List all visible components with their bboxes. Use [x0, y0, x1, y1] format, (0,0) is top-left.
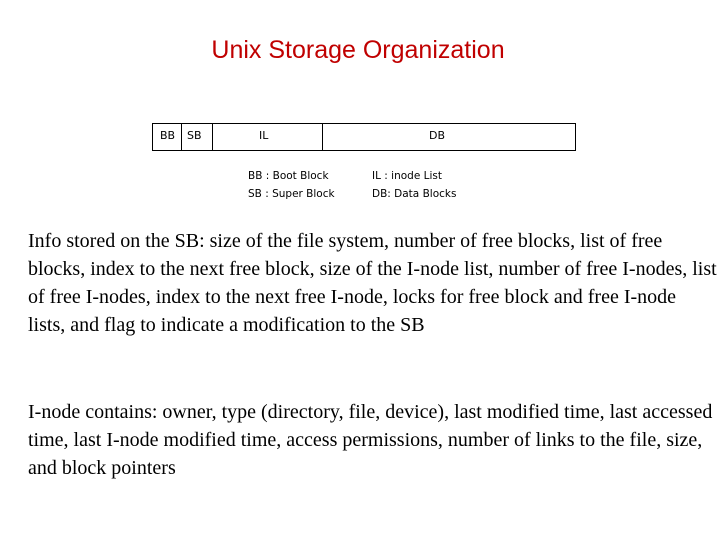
slide-title: Unix Storage Organization [211, 36, 505, 64]
segment-label-bb: BB [160, 129, 176, 142]
segment-label-il: IL [259, 129, 269, 142]
segment-data-blocks [323, 124, 575, 150]
segment-super-block [182, 124, 213, 150]
legend-db: DB: Data Blocks [372, 188, 457, 200]
legend-sb: SB : Super Block [248, 188, 335, 200]
segment-label-db: DB [429, 129, 446, 142]
segment-boot-block [153, 124, 182, 150]
legend-bb: BB : Boot Block [248, 170, 329, 182]
legend-il: IL : inode List [372, 170, 442, 182]
segment-inode-list [213, 124, 323, 150]
inode-info-paragraph: I-node contains: owner, type (directory, file, device), last modified time, last accessed time, last I-node modified time, access permissions, number of links to the file, size, and block pointers [28, 401, 713, 479]
segment-label-sb: SB [187, 129, 202, 142]
superblock-info-paragraph: Info stored on the SB: size of the file system, number of free blocks, list of free blocks, index to the next free block, size of the I-node list, number of free I-nodes, list of free I-nodes, index to the next free I-node, locks for free block and free I-node lists, and flag to indicate a modification to the SB [28, 230, 717, 336]
legend-right [372, 167, 456, 203]
storage-layout-diagram [152, 123, 576, 151]
legend-left [248, 167, 335, 203]
